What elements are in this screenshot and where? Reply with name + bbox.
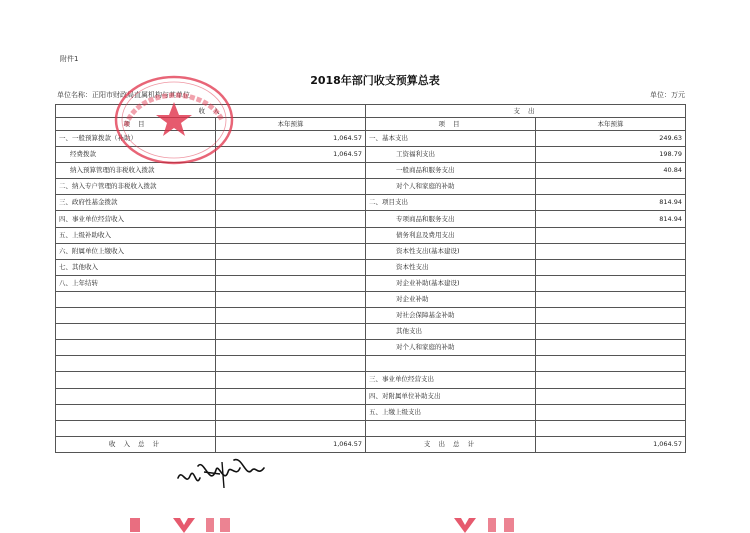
table-row xyxy=(56,356,686,372)
budget-table xyxy=(55,104,686,453)
income-item-cell xyxy=(56,291,216,307)
income-value-cell xyxy=(216,163,366,179)
expense-item-cell xyxy=(366,420,536,436)
income-value-cell xyxy=(216,227,366,243)
income-item-cell: 四、事业单位经营收入 xyxy=(56,211,216,227)
total-expense-label: 支 出 总 计 xyxy=(366,436,536,452)
income-value-cell xyxy=(216,404,366,420)
table-row xyxy=(56,227,686,243)
table-header-row xyxy=(56,105,686,118)
total-income-value: 1,064.57 xyxy=(216,436,366,452)
income-budget-header: 本年预算 xyxy=(216,118,366,131)
total-row xyxy=(56,436,686,452)
table-row xyxy=(56,275,686,291)
expense-item-cell: 资本性支出 xyxy=(366,259,536,275)
total-income-label: 收 入 总 计 xyxy=(56,436,216,452)
income-item-cell: 二、纳入专户管理的非税收入拨款 xyxy=(56,179,216,195)
income-item-cell xyxy=(56,356,216,372)
income-item-cell: 八、上年结转 xyxy=(56,275,216,291)
income-value-cell xyxy=(216,275,366,291)
expense-item-cell: 对企业补助 xyxy=(366,291,536,307)
table-row xyxy=(56,243,686,259)
income-value-cell xyxy=(216,308,366,324)
income-value-cell xyxy=(216,372,366,388)
expense-value-cell xyxy=(536,275,686,291)
expense-item-cell: 其他支出 xyxy=(366,324,536,340)
expense-value-cell: 198.79 xyxy=(536,147,686,163)
expense-value-cell xyxy=(536,340,686,356)
attachment-label: 附件1 xyxy=(60,55,79,63)
income-item-cell: 一、一般预算拨款（补助） xyxy=(56,131,216,147)
expense-value-cell xyxy=(536,227,686,243)
income-value-cell xyxy=(216,420,366,436)
expense-value-cell xyxy=(536,404,686,420)
expense-value-cell xyxy=(536,388,686,404)
income-value-cell xyxy=(216,340,366,356)
income-value-cell xyxy=(216,195,366,211)
expense-item-cell: 对个人和家庭的补助 xyxy=(366,179,536,195)
handwritten-signature-icon xyxy=(170,448,270,498)
expense-item-cell: 二、项目支出 xyxy=(366,195,536,211)
bottom-seal-right-icon xyxy=(440,512,530,533)
bottom-seal-left-icon xyxy=(128,512,238,533)
table-row xyxy=(56,372,686,388)
table-subheader-row xyxy=(56,118,686,131)
income-item-cell xyxy=(56,308,216,324)
expense-budget-header: 本年预算 xyxy=(536,118,686,131)
expense-value-cell: 814.94 xyxy=(536,211,686,227)
expense-item-cell: 五、上缴上级支出 xyxy=(366,404,536,420)
expense-value-cell: 40.84 xyxy=(536,163,686,179)
expense-item-cell: 一、基本支出 xyxy=(366,131,536,147)
table-row xyxy=(56,420,686,436)
table-row xyxy=(56,388,686,404)
income-item-cell xyxy=(56,324,216,340)
expense-item-header: 项 目 xyxy=(366,118,536,131)
page-title: 2018年部门收支预算总表 xyxy=(310,74,440,87)
income-item-cell xyxy=(56,340,216,356)
income-value-cell xyxy=(216,211,366,227)
income-value-cell xyxy=(216,291,366,307)
table-row xyxy=(56,404,686,420)
expense-value-cell xyxy=(536,356,686,372)
table-row xyxy=(56,291,686,307)
expense-item-cell: 资本性支出(基本建设) xyxy=(366,243,536,259)
expense-value-cell xyxy=(536,308,686,324)
expense-value-cell xyxy=(536,259,686,275)
income-item-cell: 三、政府性基金拨款 xyxy=(56,195,216,211)
expense-value-cell xyxy=(536,372,686,388)
expense-item-cell xyxy=(366,356,536,372)
expense-value-cell xyxy=(536,243,686,259)
expense-value-cell xyxy=(536,179,686,195)
income-item-cell xyxy=(56,388,216,404)
expense-item-cell: 一般商品和服务支出 xyxy=(366,163,536,179)
expense-item-cell: 工资福利支出 xyxy=(366,147,536,163)
income-value-cell: 1,064.57 xyxy=(216,131,366,147)
expense-item-cell: 四、对附属单位补助支出 xyxy=(366,388,536,404)
table-row xyxy=(56,324,686,340)
income-item-cell: 经费拨款 xyxy=(56,147,216,163)
income-item-cell xyxy=(56,420,216,436)
income-item-cell xyxy=(56,404,216,420)
income-value-cell xyxy=(216,259,366,275)
expense-value-cell xyxy=(536,324,686,340)
income-item-cell: 七、其他收入 xyxy=(56,259,216,275)
table-row xyxy=(56,179,686,195)
income-value-cell xyxy=(216,243,366,259)
income-item-cell: 纳入预算管理的非税收入拨款 xyxy=(56,163,216,179)
income-item-header: 项 目 xyxy=(56,118,216,131)
table-row xyxy=(56,211,686,227)
income-value-cell: 1,064.57 xyxy=(216,147,366,163)
table-row xyxy=(56,259,686,275)
expense-value-cell xyxy=(536,420,686,436)
unit-measure-label: 单位：万元 xyxy=(650,91,685,99)
expense-item-cell: 对社会保障基金补助 xyxy=(366,308,536,324)
income-header: 收 入 xyxy=(56,105,366,118)
table-row xyxy=(56,195,686,211)
expense-header: 支 出 xyxy=(366,105,686,118)
income-item-cell xyxy=(56,372,216,388)
income-value-cell xyxy=(216,179,366,195)
unit-name-label: 单位名称：正阳市财政局直属机构与其单位 xyxy=(57,91,190,99)
expense-value-cell xyxy=(536,291,686,307)
table-row xyxy=(56,308,686,324)
income-item-cell: 五、上级补助收入 xyxy=(56,227,216,243)
table-row xyxy=(56,163,686,179)
table-row xyxy=(56,147,686,163)
income-item-cell: 六、附属单位上缴收入 xyxy=(56,243,216,259)
table-row xyxy=(56,340,686,356)
expense-item-cell: 债务利息及费用支出 xyxy=(366,227,536,243)
expense-item-cell: 对企业补助(基本建设) xyxy=(366,275,536,291)
table-row xyxy=(56,131,686,147)
total-expense-value: 1,064.57 xyxy=(536,436,686,452)
expense-value-cell: 249.63 xyxy=(536,131,686,147)
expense-value-cell: 814.94 xyxy=(536,195,686,211)
income-value-cell xyxy=(216,324,366,340)
income-value-cell xyxy=(216,356,366,372)
expense-item-cell: 专项商品和服务支出 xyxy=(366,211,536,227)
income-value-cell xyxy=(216,388,366,404)
expense-item-cell: 三、事业单位经营支出 xyxy=(366,372,536,388)
expense-item-cell: 对个人和家庭的补助 xyxy=(366,340,536,356)
